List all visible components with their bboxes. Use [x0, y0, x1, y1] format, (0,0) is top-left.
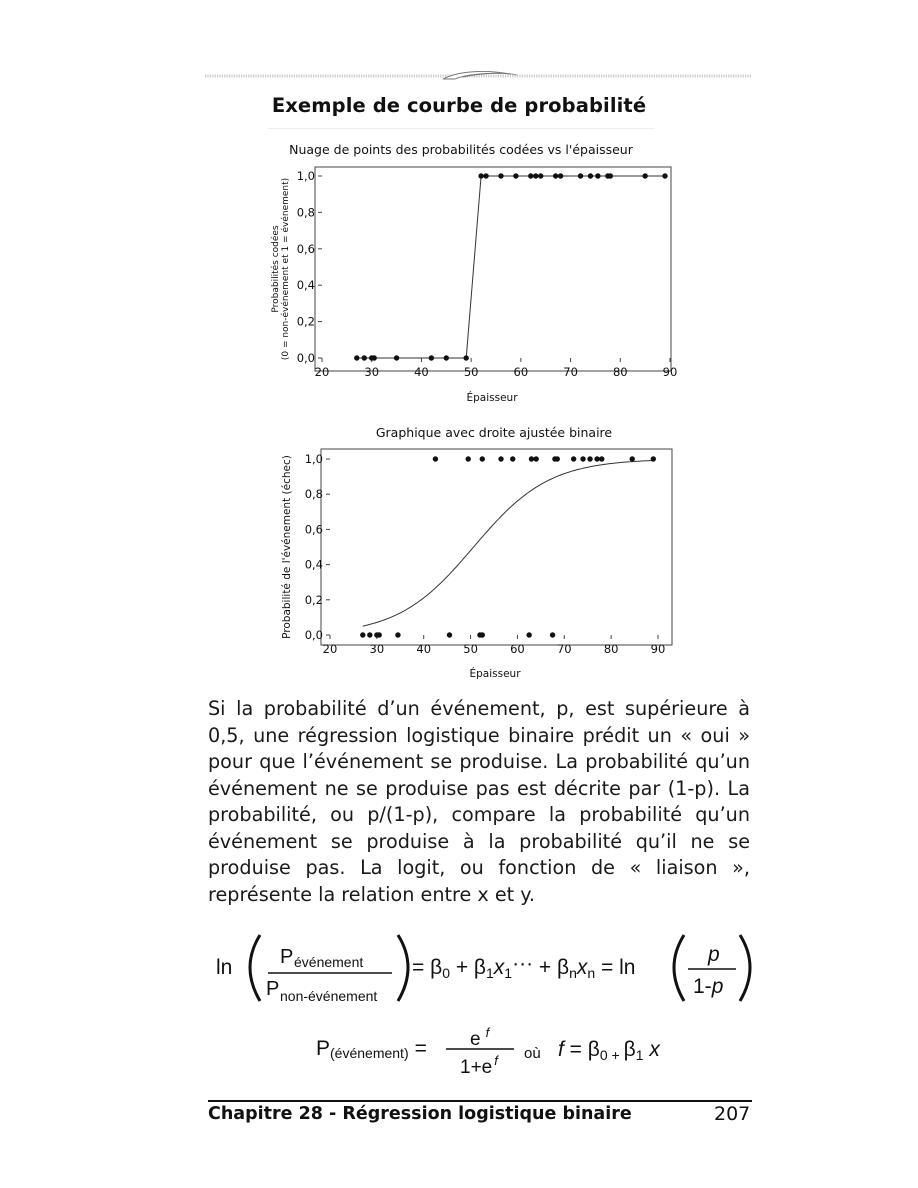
data-point — [433, 456, 438, 461]
data-point — [372, 355, 377, 360]
y-tick-label: 0,4 — [296, 278, 315, 293]
x-tick-label: 50 — [463, 365, 479, 379]
x-tick-label: 80 — [612, 365, 628, 379]
x-tick-label: 30 — [369, 642, 385, 656]
den-base: P — [266, 978, 280, 1000]
data-point — [447, 632, 452, 637]
data-point — [429, 355, 434, 360]
data-point — [377, 632, 382, 637]
data-point — [594, 456, 599, 461]
x-tick-label: 60 — [513, 365, 529, 379]
ln-label: ln — [216, 956, 233, 979]
p-den: 1-p — [693, 975, 724, 998]
y-tick-label: 1,0 — [304, 452, 323, 466]
data-point — [483, 173, 488, 178]
x-tick-label: 90 — [650, 642, 666, 656]
den-sub: non-événement — [280, 988, 378, 1004]
x-tick-label: 90 — [662, 365, 678, 379]
data-point — [533, 456, 538, 461]
data-point — [480, 632, 485, 637]
logit-rhs: = β0 + β1x1··· + βnxn = ln — [412, 952, 636, 981]
x-tick-label: 60 — [510, 642, 525, 656]
data-point — [463, 355, 468, 360]
data-point — [662, 173, 667, 178]
decorative-ornament — [205, 68, 751, 84]
data-point — [553, 173, 558, 178]
chart1-title: Nuage de points des probabilités codées vs l'épaisseur — [289, 142, 633, 157]
footer-chapter-title: Chapitre 28 - Régression logistique binaire — [208, 1104, 632, 1124]
chart1-ylabel-line2: (0 = non-événement et 1 = événement) — [281, 177, 291, 361]
p-event: P(événement) = — [316, 1037, 427, 1061]
data-point — [599, 456, 604, 461]
data-point — [362, 355, 367, 360]
chart2-xlabel: Épaisseur — [469, 668, 521, 680]
data-point — [526, 632, 531, 637]
data-point — [558, 173, 563, 178]
data-point — [444, 355, 449, 360]
left-paren-2 — [674, 935, 684, 1001]
right-paren-2 — [740, 935, 750, 1001]
x-tick-label: 70 — [556, 642, 572, 656]
data-point — [578, 173, 583, 178]
data-point — [354, 355, 359, 360]
y-tick-label: 0,2 — [304, 592, 323, 607]
chart2-ylabel: Probabilité de l'événement (échec) — [281, 455, 293, 639]
data-point — [588, 173, 593, 178]
y-tick-label: 0,0 — [304, 628, 323, 642]
data-point — [513, 173, 518, 178]
left-paren — [250, 935, 260, 1001]
data-point — [533, 173, 538, 178]
data-point — [498, 173, 503, 178]
data-point — [651, 456, 656, 461]
chart1-xlabel: Épaisseur — [466, 392, 518, 404]
data-point — [510, 456, 515, 461]
y-tick-label: 0,8 — [304, 487, 323, 502]
y-tick-label: 0,6 — [296, 241, 315, 256]
section-title: Exemple de courbe de probabilité — [271, 94, 647, 117]
x-tick-label: 20 — [314, 365, 330, 379]
body-paragraph: Si la probabilité d’un événement, p, est supérieure à 0,5, une régression logistique binaire prédit un « oui » pour que l’événement se produise. La probabilité qu’un événement ne se produise pas est décrite par (1-p). La probabilité, ou p/(1-p), compare la probabilité qu’un événement se produise à la probabilité qu’il ne se produise pas. La logit, ou fonction de « liaison », représente la relation entre x et y. — [208, 697, 750, 906]
x-tick-label: 40 — [414, 365, 429, 379]
data-point — [538, 173, 543, 178]
x-tick-label: 30 — [364, 365, 380, 379]
data-point — [580, 456, 585, 461]
y-tick-label: 0,8 — [296, 205, 315, 220]
data-point — [608, 173, 613, 178]
x-tick-label: 80 — [603, 642, 619, 656]
data-point — [550, 632, 555, 637]
formula-logit — [216, 935, 750, 1004]
p-num: p — [708, 943, 720, 966]
chart1-plot-frame — [315, 167, 671, 371]
data-point — [595, 173, 600, 178]
title-rule — [268, 128, 654, 129]
chart-binary-fitted-line — [272, 418, 684, 686]
formula-probability — [316, 1025, 661, 1078]
x-tick-label: 50 — [463, 642, 478, 656]
chart2-fitted-curve — [363, 461, 654, 627]
f-definition: f = β0 + β1 x — [558, 1038, 660, 1063]
data-point — [529, 456, 534, 461]
footer-rule — [208, 1100, 752, 1102]
chart2-title: Graphique avec droite ajustée binaire — [375, 425, 613, 440]
y-tick-label: 0,2 — [296, 314, 315, 329]
data-point — [466, 456, 471, 461]
right-paren — [398, 935, 408, 1001]
logit-formulas — [200, 925, 760, 1085]
ou-label: où — [524, 1045, 541, 1062]
page-number: 207 — [714, 1103, 751, 1125]
chart2-plot-frame — [321, 449, 672, 645]
chart-coded-probabilities — [264, 136, 684, 412]
num-sub: événement — [294, 954, 364, 970]
y-tick-label: 0,4 — [304, 557, 323, 572]
chart1-ylabel-line1: Probabilités codées — [271, 225, 281, 313]
data-point — [630, 456, 635, 461]
data-point — [360, 632, 365, 637]
data-point — [395, 632, 400, 637]
e-den: 1+e $^f$ — [460, 1053, 498, 1078]
data-point — [587, 456, 592, 461]
chart1-connecting-line — [357, 176, 665, 358]
num-base: P — [280, 946, 294, 968]
data-point — [480, 456, 485, 461]
data-point — [555, 456, 560, 461]
data-point — [642, 173, 647, 178]
y-tick-label: 0,0 — [296, 351, 315, 365]
y-tick-label: 0,6 — [304, 522, 323, 537]
data-point — [528, 173, 533, 178]
data-point — [571, 456, 576, 461]
x-tick-label: 20 — [322, 642, 338, 656]
e-num: e $^f$ — [470, 1025, 490, 1050]
y-tick-label: 1,0 — [296, 169, 315, 183]
data-point — [498, 456, 503, 461]
data-point — [367, 632, 372, 637]
x-tick-label: 40 — [416, 642, 432, 656]
data-point — [478, 173, 483, 178]
x-tick-label: 70 — [563, 365, 578, 379]
data-point — [394, 355, 399, 360]
